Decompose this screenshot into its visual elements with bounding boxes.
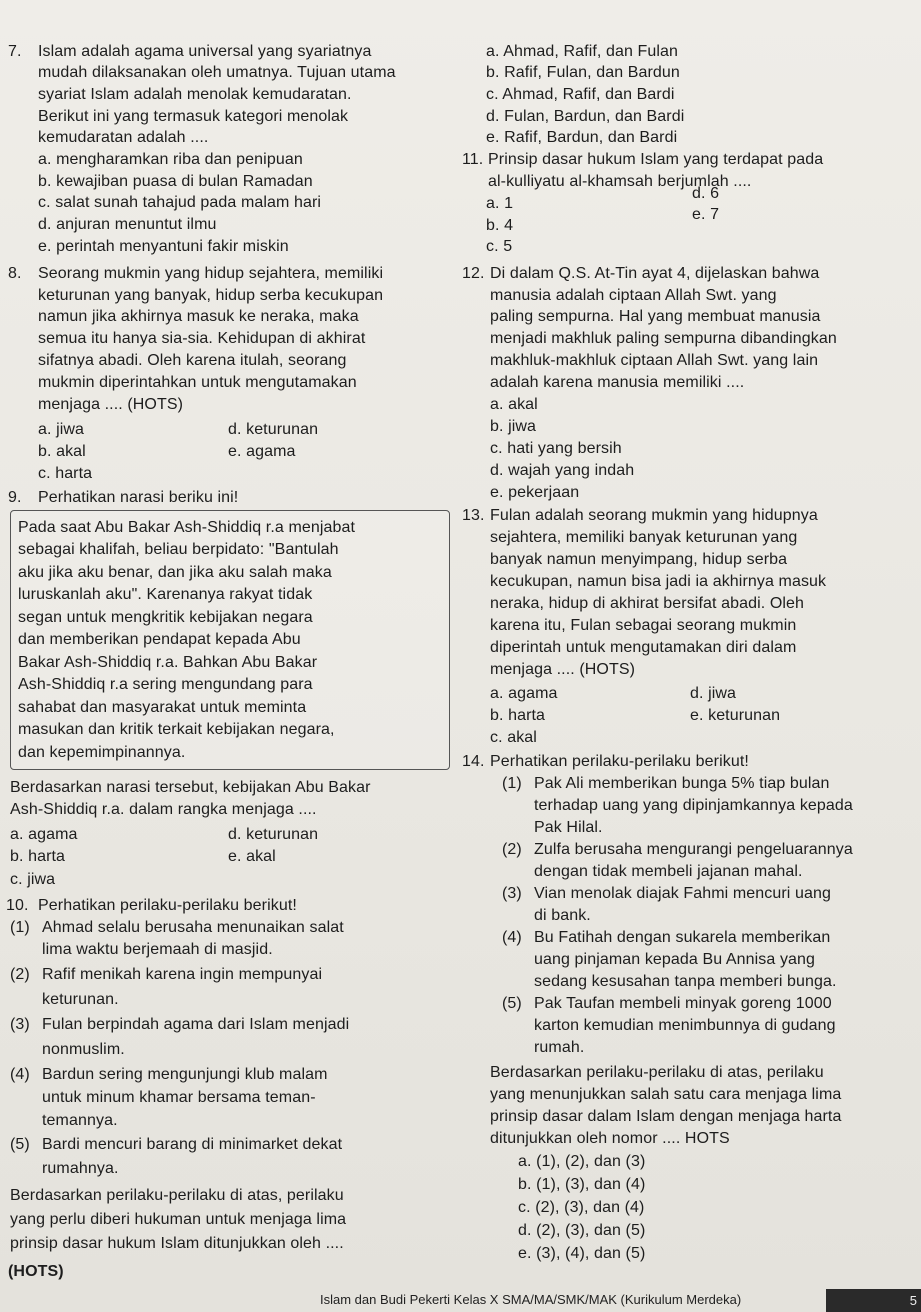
question-number: 8. — [8, 265, 22, 282]
item-text: Pak Ali memberikan bunga 5% tiap bulan — [534, 775, 830, 792]
option-c[interactable]: c. 5 — [486, 238, 513, 255]
question-text: prinsip dasar dalam Islam dengan menjaga harta — [490, 1108, 842, 1125]
item-number: (1) — [10, 919, 30, 936]
option-a[interactable]: a. 1 — [486, 195, 514, 212]
option-e[interactable]: e. (3), (4), dan (5) — [518, 1245, 646, 1262]
question-text: sejahtera, memiliki banyak keturunan yang — [490, 529, 798, 546]
item-text: Bu Fatihah dengan sukarela memberikan — [534, 929, 831, 946]
question-text: prinsip dasar hukum Islam ditunjukkan oleh .... — [10, 1235, 344, 1252]
option-b[interactable]: b. jiwa — [490, 418, 537, 435]
option-c[interactable]: c. harta — [38, 465, 93, 482]
narrative-text: Ash-Shiddiq r.a sering mengundang para — [18, 676, 313, 693]
question-text: Berdasarkan perilaku-perilaku di atas, perilaku — [490, 1064, 824, 1081]
item-number: (5) — [502, 995, 522, 1012]
item-text: di bank. — [534, 907, 591, 924]
question-text: semua itu hanya sia-sia. Kehidupan di akhirat — [38, 330, 366, 347]
question-intro: Perhatikan narasi beriku ini! — [38, 489, 239, 506]
question-text: keturunan yang banyak, hidup serba kecukupan — [38, 287, 384, 304]
option-e[interactable]: e. pekerjaan — [490, 484, 580, 501]
item-text: rumah. — [534, 1039, 585, 1056]
question-number: 9. — [8, 489, 22, 506]
item-text: Fulan berpindah agama dari Islam menjadi — [42, 1016, 350, 1033]
hots-label: (HOTS) — [8, 1263, 64, 1280]
question-text: ditunjukkan oleh nomor .... HOTS — [490, 1130, 730, 1147]
question-number: 11. — [462, 151, 484, 168]
item-text: terhadap uang yang dipinjamkannya kepada — [534, 797, 853, 814]
option-d[interactable]: d. keturunan — [228, 826, 319, 843]
option-d[interactable]: d. Fulan, Bardun, dan Bardi — [486, 108, 685, 125]
question-text: kecukupan, namun bisa jadi ia akhirnya masuk — [490, 573, 827, 590]
item-number: (2) — [10, 966, 30, 983]
option-c[interactable]: c. jiwa — [10, 871, 56, 888]
option-a[interactable]: a. agama — [10, 826, 78, 843]
item-text: uang pinjaman kepada Bu Annisa yang — [534, 951, 816, 968]
narrative-text: luruskanlah aku". Karenanya rakyat tidak — [18, 586, 313, 603]
question-intro: Perhatikan perilaku-perilaku berikut! — [490, 753, 749, 770]
option-e[interactable]: e. perintah menyantuni fakir miskin — [38, 238, 289, 255]
item-text: Pak Taufan membeli minyak goreng 1000 — [534, 995, 832, 1012]
option-a[interactable]: a. agama — [490, 685, 558, 702]
option-e[interactable]: e. 7 — [692, 206, 720, 223]
item-text: Vian menolak diajak Fahmi mencuri uang — [534, 885, 831, 902]
question-text: banyak namun menyimpang, hidup serba — [490, 551, 788, 568]
page-number: 5 — [826, 1289, 921, 1312]
question-text: yang perlu diberi hukuman untuk menjaga lima — [10, 1211, 347, 1228]
question-text: manusia adalah ciptaan Allah Swt. yang — [490, 287, 777, 304]
item-text: Rafif menikah karena ingin mempunyai — [42, 966, 323, 983]
question-text: yang menunjukkan salah satu cara menjaga lima — [490, 1086, 842, 1103]
question-text: adalah karena manusia memiliki .... — [490, 374, 745, 391]
item-number: (2) — [502, 841, 522, 858]
option-a[interactable]: a. Ahmad, Rafif, dan Fulan — [486, 43, 679, 60]
item-text: temannya. — [42, 1112, 118, 1129]
option-d[interactable]: d. keturunan — [228, 421, 319, 438]
item-text: dengan tidak membeli jajanan mahal. — [534, 863, 803, 880]
narrative-text: Pada saat Abu Bakar Ash-Shiddiq r.a menjabat — [18, 519, 356, 536]
option-e[interactable]: e. agama — [228, 443, 296, 460]
question-text: mudah dilaksanakan oleh umatnya. Tujuan utama — [38, 64, 396, 81]
question-text: Berdasarkan perilaku-perilaku di atas, perilaku — [10, 1187, 344, 1204]
option-b[interactable]: b. 4 — [486, 217, 514, 234]
item-text: karton kemudian menimbunnya di gudang — [534, 1017, 836, 1034]
question-intro: Perhatikan perilaku-perilaku berikut! — [38, 897, 297, 914]
question-text: diperintah untuk mengutamakan diri dalam — [490, 639, 797, 656]
item-number: (3) — [502, 885, 522, 902]
item-text: Bardun sering mengunjungi klub malam — [42, 1066, 328, 1083]
narrative-text: masukan dan kritik terkait kebijakan negara, — [18, 721, 335, 738]
question-text: Prinsip dasar hukum Islam yang terdapat pada — [488, 151, 824, 168]
option-a[interactable]: a. jiwa — [38, 421, 85, 438]
option-b[interactable]: b. (1), (3), dan (4) — [518, 1176, 646, 1193]
question-text: syariat Islam adalah menolak kemudaratan. — [38, 86, 352, 103]
item-text: lima waktu berjemaah di masjid. — [42, 941, 273, 958]
item-text: untuk minum khamar bersama teman- — [42, 1089, 316, 1106]
item-number: (4) — [10, 1066, 30, 1083]
item-text: rumahnya. — [42, 1160, 119, 1177]
page-footer: Islam dan Budi Pekerti Kelas X SMA/MA/SMK/MAK (Kurikulum Merdeka) — [320, 1292, 742, 1307]
question-text: Seorang mukmin yang hidup sejahtera, memiliki — [38, 265, 384, 282]
question-text: Di dalam Q.S. At-Tin ayat 4, dijelaskan bahwa — [490, 265, 820, 282]
narrative-text: aku jika aku benar, dan jika aku salah maka — [18, 564, 332, 581]
question-text: kemudaratan adalah .... — [38, 129, 209, 146]
question-text: menjaga .... (HOTS) — [38, 396, 184, 413]
narrative-text: sahabat dan masyarakat untuk meminta — [18, 699, 307, 716]
question-text: mukmin diperintahkan untuk mengutamakan — [38, 374, 357, 391]
question-text: Berikut ini yang termasuk kategori menolak — [38, 108, 349, 125]
option-b[interactable]: b. Rafif, Fulan, dan Bardun — [486, 64, 680, 81]
option-e[interactable]: e. Rafif, Bardun, dan Bardi — [486, 129, 678, 146]
option-c[interactable]: c. (2), (3), dan (4) — [518, 1199, 645, 1216]
option-e[interactable]: e. keturunan — [690, 707, 781, 724]
narrative-text: sebagai khalifah, beliau berpidato: "Bantulah — [18, 541, 339, 558]
item-text: Pak Hilal. — [534, 819, 603, 836]
item-number: (3) — [10, 1016, 30, 1033]
question-number: 10. — [6, 897, 29, 914]
option-a[interactable]: a. mengharamkan riba dan penipuan — [38, 151, 303, 168]
option-d[interactable]: d. jiwa — [690, 685, 737, 702]
question-text: Fulan adalah seorang mukmin yang hidupnya — [490, 507, 818, 524]
question-text: Ash-Shiddiq r.a. dalam rangka menjaga .... — [10, 801, 317, 818]
question-number: 13. — [462, 507, 485, 524]
item-number: (1) — [502, 775, 522, 792]
option-c[interactable]: c. salat sunah tahajud pada malam hari — [38, 194, 322, 211]
item-number: (4) — [502, 929, 522, 946]
question-text: Berdasarkan narasi tersebut, kebijakan Abu Bakar — [10, 779, 371, 796]
question-number: 7. — [8, 43, 22, 60]
option-c[interactable]: c. hati yang bersih — [490, 440, 622, 457]
item-number: (5) — [10, 1136, 30, 1153]
item-text: Zulfa berusaha mengurangi pengeluarannya — [534, 841, 853, 858]
option-d[interactable]: d. 6 — [692, 185, 720, 202]
option-b[interactable]: b. akal — [38, 443, 86, 460]
option-c[interactable]: c. Ahmad, Rafif, dan Bardi — [486, 86, 675, 103]
question-text: sifatnya abadi. Oleh karena itulah, seorang — [38, 352, 347, 369]
question-text: menjaga .... (HOTS) — [490, 661, 636, 678]
question-text: menjadi makhluk paling sempurna dibandingkan — [490, 330, 837, 347]
option-c[interactable]: c. akal — [490, 729, 537, 746]
item-text: Ahmad selalu berusaha menunaikan salat — [42, 919, 344, 936]
question-text: karena itu, Fulan sebagai seorang mukmin — [490, 617, 797, 634]
question-text: makhluk-makhluk ciptaan Allah Swt. yang lain — [490, 352, 819, 369]
option-d[interactable]: d. anjuran menuntut ilmu — [38, 216, 217, 233]
item-text: Bardi mencuri barang di minimarket dekat — [42, 1136, 343, 1153]
question-text: Islam adalah agama universal yang syariatnya — [38, 43, 372, 60]
question-number: 12. — [462, 265, 485, 282]
item-text: sedang kesusahan tanpa memberi bunga. — [534, 973, 837, 990]
narrative-text: dan memberikan pendapat kepada Abu — [18, 631, 301, 648]
option-b[interactable]: b. harta — [490, 707, 546, 724]
question-text: neraka, hidup di akhirat bersifat abadi. Oleh — [490, 595, 805, 612]
narrative-text: Bakar Ash-Shiddiq r.a. Bahkan Abu Bakar — [18, 654, 318, 671]
option-b[interactable]: b. harta — [10, 848, 66, 865]
option-b[interactable]: b. kewajiban puasa di bulan Ramadan — [38, 173, 313, 190]
narrative-text: segan untuk mengkritik kebijakan negara — [18, 609, 313, 626]
narrative-text: dan kepemimpinannya. — [18, 744, 186, 761]
option-a[interactable]: a. (1), (2), dan (3) — [518, 1153, 646, 1170]
option-d[interactable]: d. (2), (3), dan (5) — [518, 1222, 646, 1239]
question-text: namun jika akhirnya masuk ke neraka, maka — [38, 308, 359, 325]
option-e[interactable]: e. akal — [228, 848, 276, 865]
item-text: nonmuslim. — [42, 1041, 125, 1058]
option-a[interactable]: a. akal — [490, 396, 538, 413]
option-d[interactable]: d. wajah yang indah — [490, 462, 635, 479]
question-text: al-kulliyatu al-khamsah berjumlah .... — [488, 173, 752, 190]
question-text: paling sempurna. Hal yang membuat manusia — [490, 308, 821, 325]
question-number: 14. — [462, 753, 485, 770]
item-text: keturunan. — [42, 991, 119, 1008]
